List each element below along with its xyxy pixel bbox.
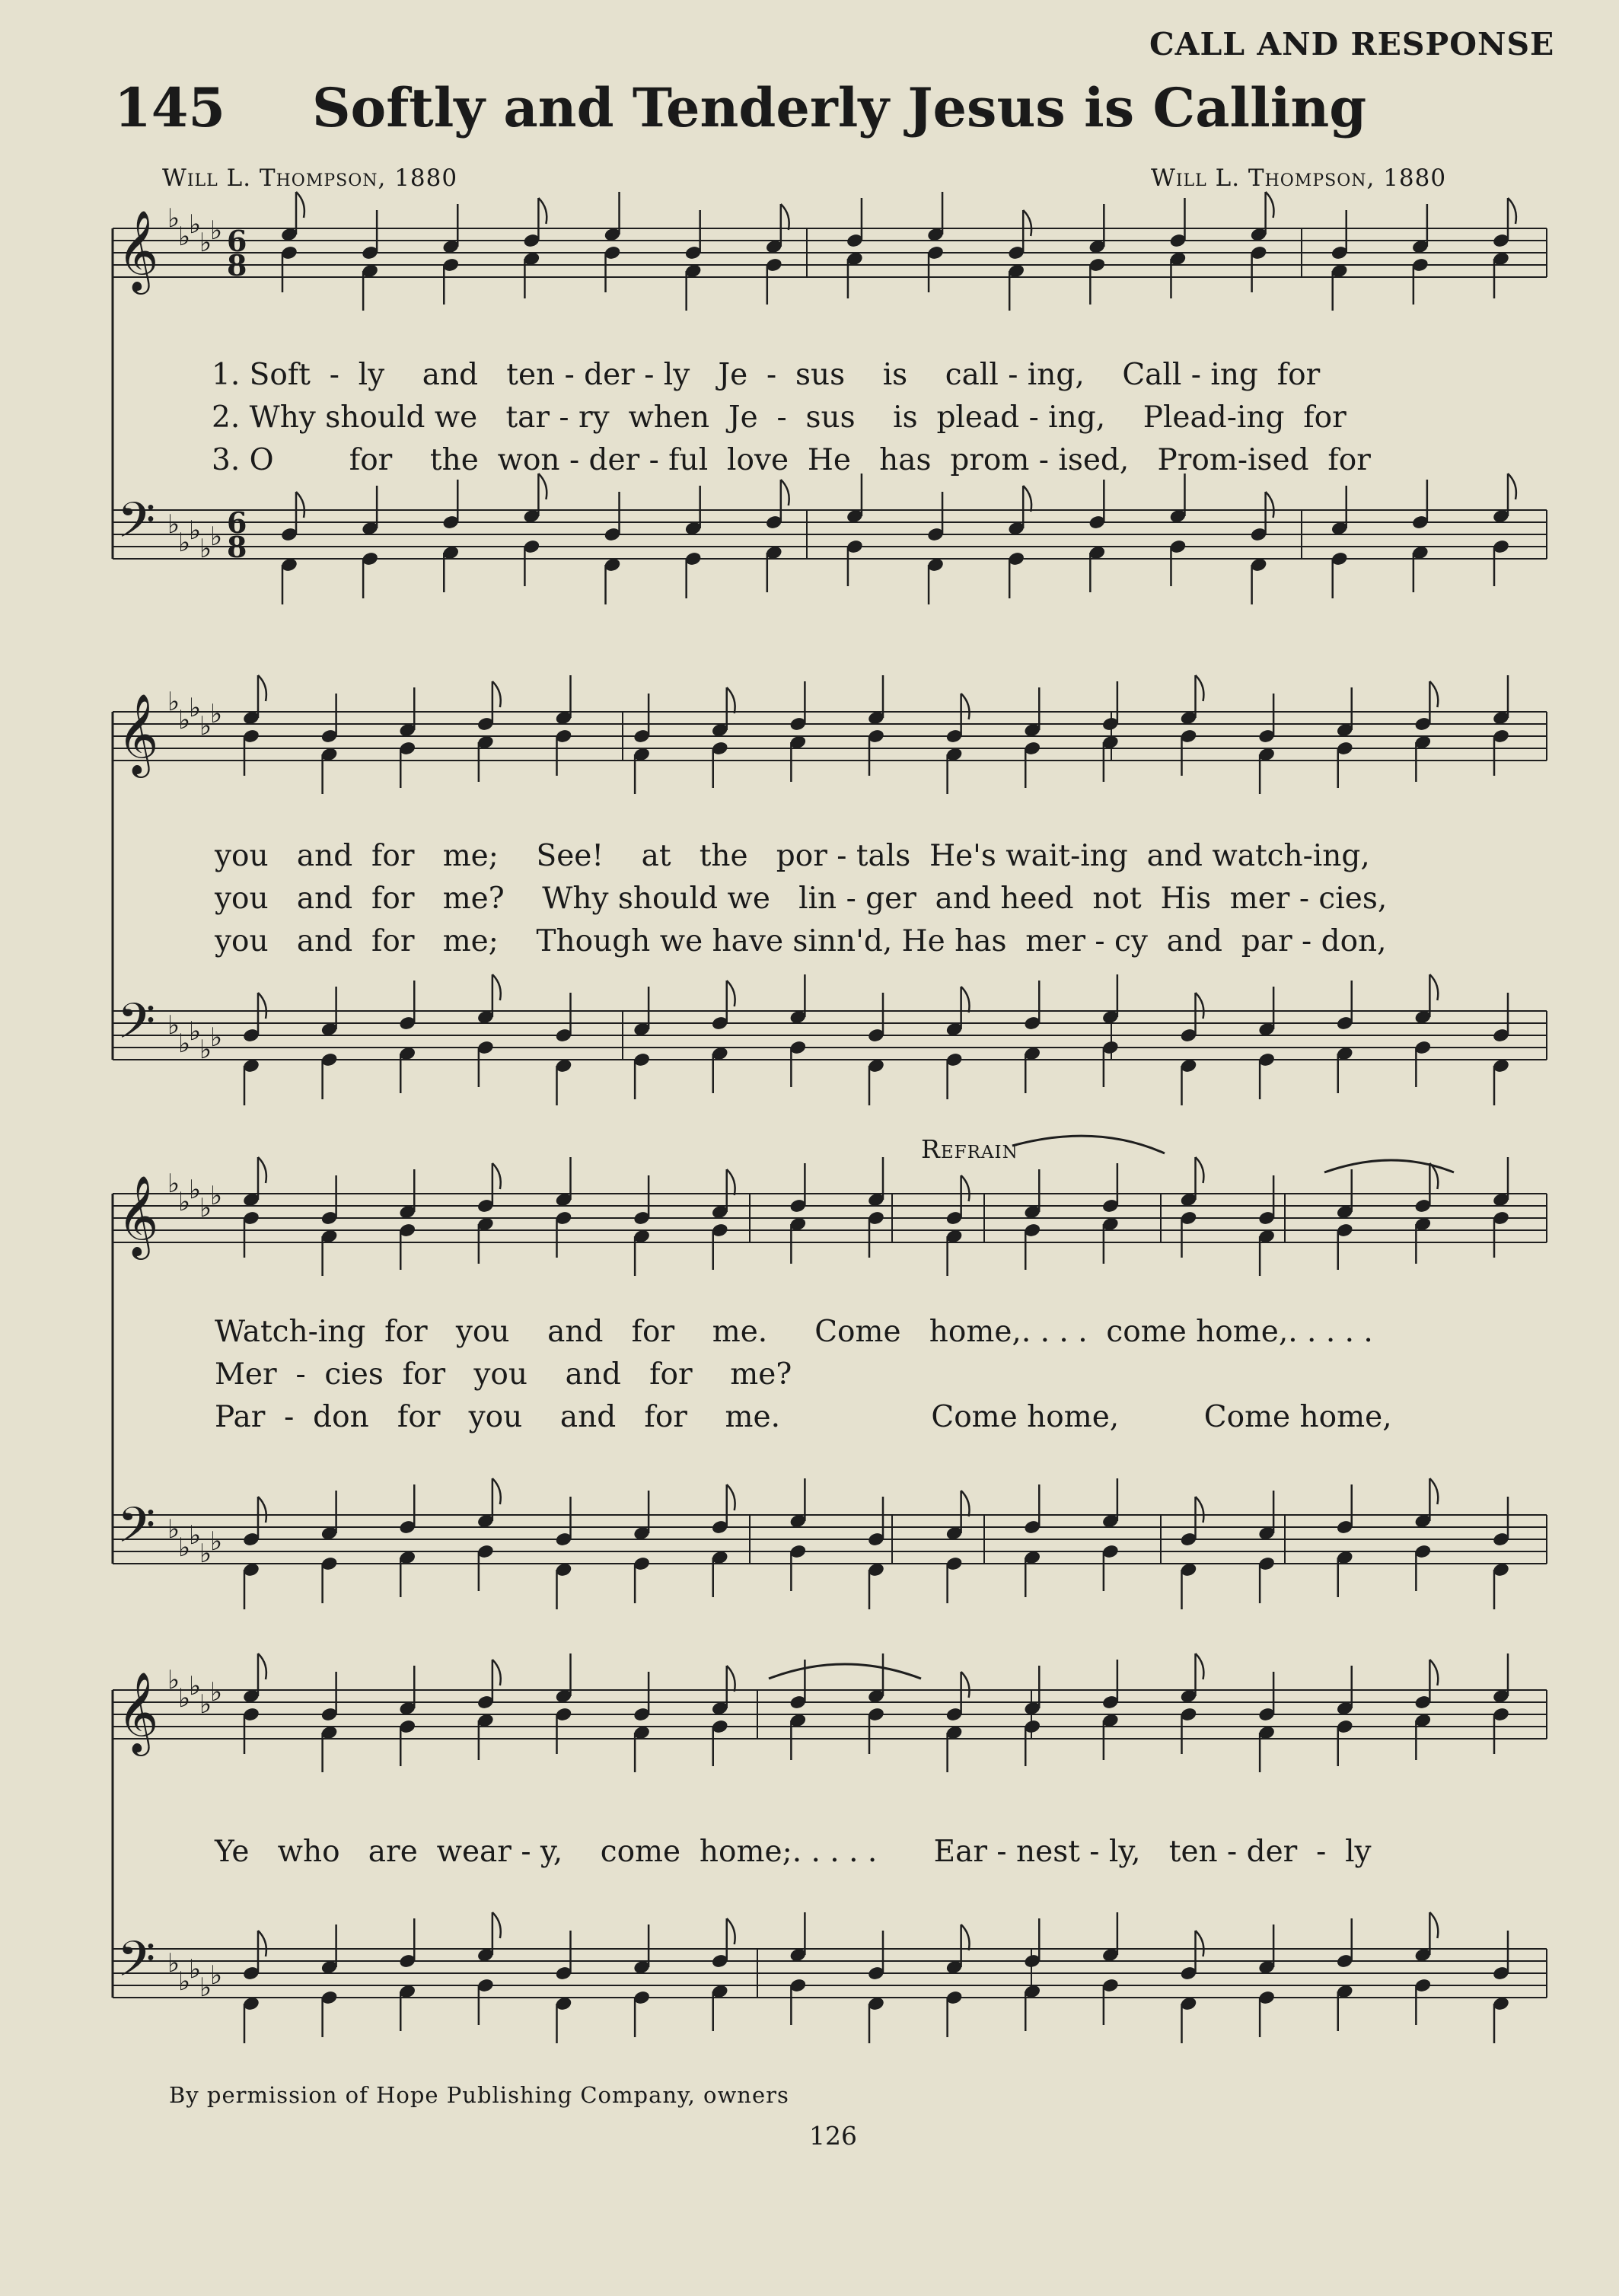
lyric-line: 3. O for the won - der - ful love He has prom - ised, Prom-ised for (212, 443, 1371, 477)
note-flag (1023, 210, 1031, 236)
note-flag (961, 1175, 970, 1201)
lyric-line: Watch-ing for you and for me. Come home,. . . . come home,. . . . . (215, 1315, 1373, 1349)
slur (1012, 1136, 1165, 1153)
lyric-line: Par - don for you and for me. Come home, Come home, (215, 1400, 1392, 1434)
flat-sign: ♭ (178, 1683, 191, 1714)
lyric-line: you and for me; See! at the por - tals He's wait-ing and watch-ing, (215, 839, 1370, 873)
flat-sign: ♭ (189, 1175, 202, 1205)
bass-clef: 𝄢 (117, 493, 156, 561)
time-signature-bottom: 8 (227, 530, 247, 564)
lyric-line: Ye who are wear - y, come home;. . . . . Ear - nest - ly, ten - der - ly (215, 1835, 1372, 1869)
note-flag (1429, 681, 1438, 707)
note-flag (538, 474, 547, 499)
flat-sign: ♭ (178, 705, 191, 735)
lyric-line: 2. Why should we tar - ry when Je - sus is plead - ing, Plead-ing for (212, 400, 1347, 435)
flat-sign: ♭ (210, 1181, 223, 1211)
flat-sign: ♭ (167, 509, 180, 540)
flat-sign: ♭ (167, 1169, 180, 1199)
note-flag (727, 1169, 735, 1195)
flat-sign: ♭ (210, 1960, 223, 1991)
flat-sign: ♭ (210, 521, 223, 552)
flat-sign: ♭ (189, 515, 202, 546)
lyric-line: 1. Soft - ly and ten - der - ly Je - sus is call - ing, Call - ing for (212, 358, 1321, 392)
flat-sign: ♭ (210, 1526, 223, 1557)
bass-clef: 𝄢 (117, 1931, 156, 2000)
flat-sign: ♭ (167, 687, 180, 717)
note-flag (1196, 1157, 1204, 1183)
flat-sign: ♭ (178, 1532, 191, 1563)
flat-sign: ♭ (178, 222, 191, 252)
note-flag (296, 192, 304, 218)
flat-sign: ♭ (178, 528, 191, 558)
note-flag (258, 1653, 266, 1679)
note-flag (1023, 486, 1031, 512)
note-flag (961, 1491, 970, 1516)
note-flag (1429, 1660, 1438, 1685)
note-flag (538, 198, 547, 224)
flat-sign: ♭ (167, 1010, 180, 1041)
note-flag (258, 1497, 266, 1523)
lyric-line: Mer - cies for you and for me? (215, 1357, 792, 1392)
flat-sign: ♭ (210, 1677, 223, 1708)
flat-sign: ♭ (167, 1514, 180, 1545)
note-flag (492, 1660, 501, 1685)
flat-sign: ♭ (178, 1187, 191, 1217)
flat-sign: ♭ (199, 711, 212, 741)
note-flag (1266, 492, 1274, 518)
section-label: CALL AND RESPONSE (1149, 26, 1555, 62)
flat-sign: ♭ (167, 203, 180, 234)
note-flag (727, 687, 735, 713)
lyric-line: you and for me? Why should we lin - ger and heed not His mer - cies, (215, 882, 1388, 916)
note-flag (492, 681, 501, 707)
note-flag (492, 1912, 501, 1938)
note-flag (1508, 474, 1516, 499)
bass-clef: 𝄢 (117, 993, 156, 1062)
note-flag (781, 480, 789, 505)
time-signature-top: 6 (227, 505, 247, 540)
note-flag (258, 1931, 266, 1956)
treble-clef: 𝄞 (117, 1671, 159, 1752)
note-flag (258, 993, 266, 1019)
treble-clef: 𝄞 (117, 209, 159, 291)
note-flag (727, 981, 735, 1006)
music-credit: Will L. Thompson, 1880 (1151, 164, 1447, 192)
flat-sign: ♭ (210, 699, 223, 729)
permission-note: By permission of Hope Publishing Company, owners (169, 2082, 789, 2108)
flat-sign: ♭ (210, 215, 223, 246)
flat-sign: ♭ (199, 1972, 212, 2003)
lyric-line: you and for me; Though we have sinn'd, He has mer - cy and par - don, (215, 924, 1387, 958)
note-flag (727, 1484, 735, 1510)
flat-sign: ♭ (199, 1539, 212, 1569)
note-flag (1508, 198, 1516, 224)
note-flag (961, 694, 970, 719)
note-flag (258, 675, 266, 701)
note-flag (1196, 1931, 1204, 1956)
flat-sign: ♭ (189, 209, 202, 240)
flat-sign: ♭ (189, 1520, 202, 1551)
note-flag (492, 1163, 501, 1189)
note-flag (1429, 974, 1438, 1000)
time-signature-top: 6 (227, 224, 247, 258)
flat-sign: ♭ (178, 1966, 191, 1997)
words-credit: Will L. Thompson, 1880 (162, 164, 458, 192)
note-flag (1196, 675, 1204, 701)
note-flag (1266, 192, 1274, 218)
flat-sign: ♭ (189, 1954, 202, 1985)
flat-sign: ♭ (199, 1689, 212, 1720)
time-signature-bottom: 8 (227, 248, 247, 282)
flat-sign: ♭ (199, 1193, 212, 1223)
slur (769, 1664, 921, 1679)
flat-sign: ♭ (189, 1016, 202, 1047)
flat-sign: ♭ (189, 693, 202, 723)
flat-sign: ♭ (167, 1665, 180, 1695)
flat-sign: ♭ (199, 1035, 212, 1065)
note-flag (1196, 993, 1204, 1019)
note-flag (296, 492, 304, 518)
note-flag (1196, 1653, 1204, 1679)
hymn-title: Softly and Tenderly Jesus is Calling (312, 76, 1367, 139)
note-flag (1429, 1478, 1438, 1504)
flat-sign: ♭ (189, 1671, 202, 1701)
note-flag (492, 974, 501, 1000)
note-flag (1429, 1912, 1438, 1938)
note-flag (961, 1672, 970, 1698)
bass-clef: 𝄢 (117, 1497, 156, 1566)
flat-sign: ♭ (178, 1028, 191, 1059)
note-flag (781, 204, 789, 230)
treble-clef: 𝄞 (117, 1175, 159, 1256)
note-flag (492, 1478, 501, 1504)
flat-sign: ♭ (167, 1948, 180, 1979)
hymn-number: 145 (114, 76, 226, 139)
treble-clef: 𝄞 (117, 693, 159, 774)
note-flag (727, 1918, 735, 1944)
note-flag (727, 1666, 735, 1692)
flat-sign: ♭ (199, 228, 212, 258)
page-number: 126 (809, 2121, 857, 2151)
note-flag (1196, 1497, 1204, 1523)
note-flag (258, 1157, 266, 1183)
refrain-label: Refrain (921, 1134, 1018, 1164)
flat-sign: ♭ (199, 534, 212, 564)
note-flag (961, 1924, 970, 1950)
note-flag (961, 987, 970, 1012)
flat-sign: ♭ (210, 1022, 223, 1053)
